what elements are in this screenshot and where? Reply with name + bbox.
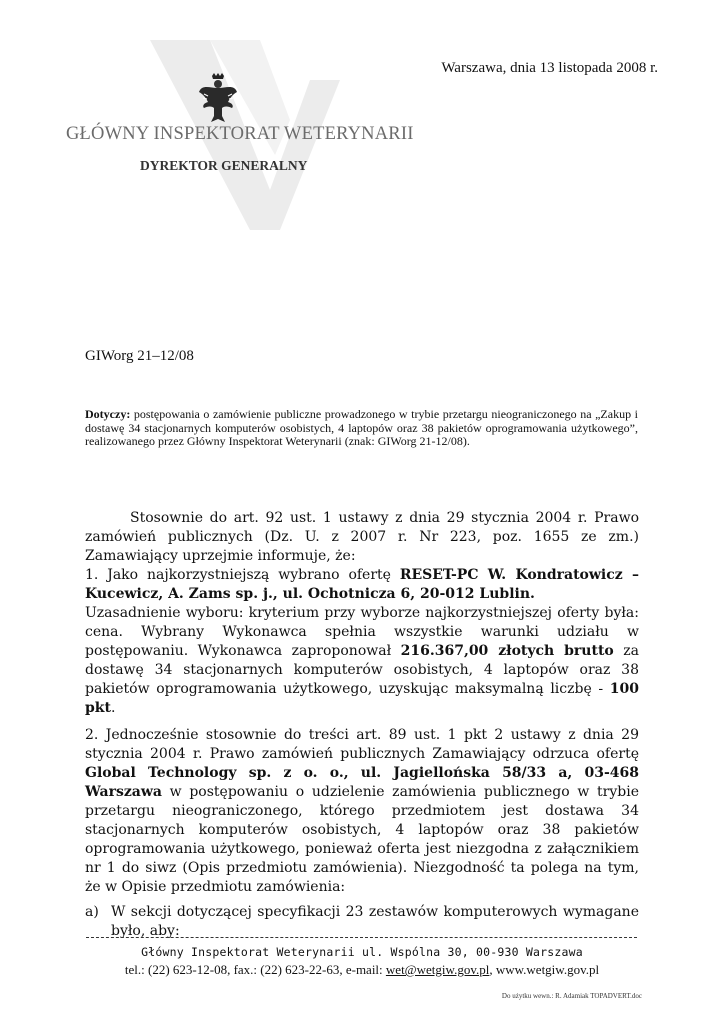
justification-paragraph: [85, 604, 639, 718]
point-1-text: 1. Jako najkorzystniejszą wybrano ofertę: [85, 567, 400, 583]
list-item-a: [85, 903, 639, 941]
polish-eagle-emblem-icon: [198, 72, 238, 124]
footer-website: , www.wetgiw.gov.pl: [489, 962, 600, 977]
reference-number: GIWorg 21–12/08: [85, 348, 194, 364]
rejected-bidder: Global Technology sp. z o. o., ul. Jagiellońska 58/33 a, 03-468 Warszawa: [85, 765, 639, 800]
point-2-paragraph: [85, 726, 639, 897]
intro-paragraph: Stosownie do art. 92 ust. 1 ustawy z dnia 29 stycznia 2004 r. Prawo zamówień publicznych (Dz. U. z 2007 r. Nr 223, poz. 1655 ze zm.) Zamawiający uprzejmie informuje, że:: [85, 510, 639, 564]
winning-bidder: RESET-PC W. Kondratowicz – Kucewicz, A. Zams sp. j., ul. Ochotnicza 6, 20-012 Lublin.: [85, 567, 640, 602]
department-name: DYREKTOR GENERALNY: [140, 158, 308, 173]
point-2-text-2: w postępowaniu o udzielenie zamówienia publicznego w trybie przetargu nieograniczonego, którego przedmiotem jest dostawa 34 stacjonarnych komputerów osobistych, 4 laptopów oraz 38 pakietów oprogramowania użytkowego, ponieważ oferta jest niezgodna z załącznikiem nr 1 do siwz (Opis przedmiotu zamówienia). Niezgodność ta polega na tym, że w Opisie przedmiotu zamówienia:: [85, 784, 639, 895]
subject-label: Dotyczy:: [85, 407, 131, 421]
justification-text-2: za dostawę 34 stacjonarnych komputerów osobistych, 4 laptopów oraz 38 pakietów oprogramowania użytkowego, uzyskując maksymalną liczbę -: [85, 643, 639, 697]
point-2-text: 2. Jednocześnie stosownie do treści art. 89 ust. 1 pkt 2 ustawy z dnia 29 stycznia 2004 r. Prawo zamówień publicznych Zamawiający odrzuca ofertę: [85, 727, 639, 762]
document-note: Do użytku wewn.: R. Adamiak TOPADVERT.doc: [501, 992, 642, 1000]
point-1-paragraph: [85, 566, 639, 604]
organization-name: GŁÓWNY INSPEKTORAT WETERYNARII: [66, 124, 414, 144]
justification-end: .: [110, 700, 116, 716]
email-link[interactable]: wet@wetgiw.gov.pl: [385, 962, 490, 977]
footer-divider: [86, 937, 637, 938]
footer-phone-fax: tel.: (22) 623-12-08, fax.: (22) 623-22-63, e-mail:: [124, 962, 386, 977]
letter-date: Warszawa, dnia 13 listopada 2008 r.: [441, 60, 658, 76]
letter-body: [85, 509, 639, 941]
footer-address: Główny Inspektorat Weterynarii ul. Wspólna 30, 00-930 Warszawa: [141, 945, 583, 959]
list-item-a-text: W sekcji dotyczącej specyfikacji 23 zestawów komputerowych wymagane było, aby:: [111, 904, 639, 939]
justification-text: Uzasadnienie wyboru: kryterium przy wyborze najkorzystniejszej oferty była: cena. Wybrany Wykonawca spełnia wszystkie warunki udziału w postępowaniu. Wykonawca zaproponował: [85, 605, 639, 659]
score: 100 pkt: [85, 681, 639, 716]
subject-text: postępowania o zamówienie publiczne prowadzonego w trybie przetargu nieograniczonego na „Zakup i dostawę 34 stacjonarnych komputerów osobistych, 4 laptopów oraz 38 pakietów oprogramowania użytkowego”, realizowanego przez Główny Inspektorat Weterynarii (znak: GIWorg 21-12/08).: [85, 407, 638, 448]
footer-contact: [0, 962, 724, 978]
offer-price: 216.367,00 złotych brutto: [400, 643, 614, 659]
list-item-a-label: a): [85, 904, 99, 920]
subject-paragraph: [85, 408, 638, 449]
